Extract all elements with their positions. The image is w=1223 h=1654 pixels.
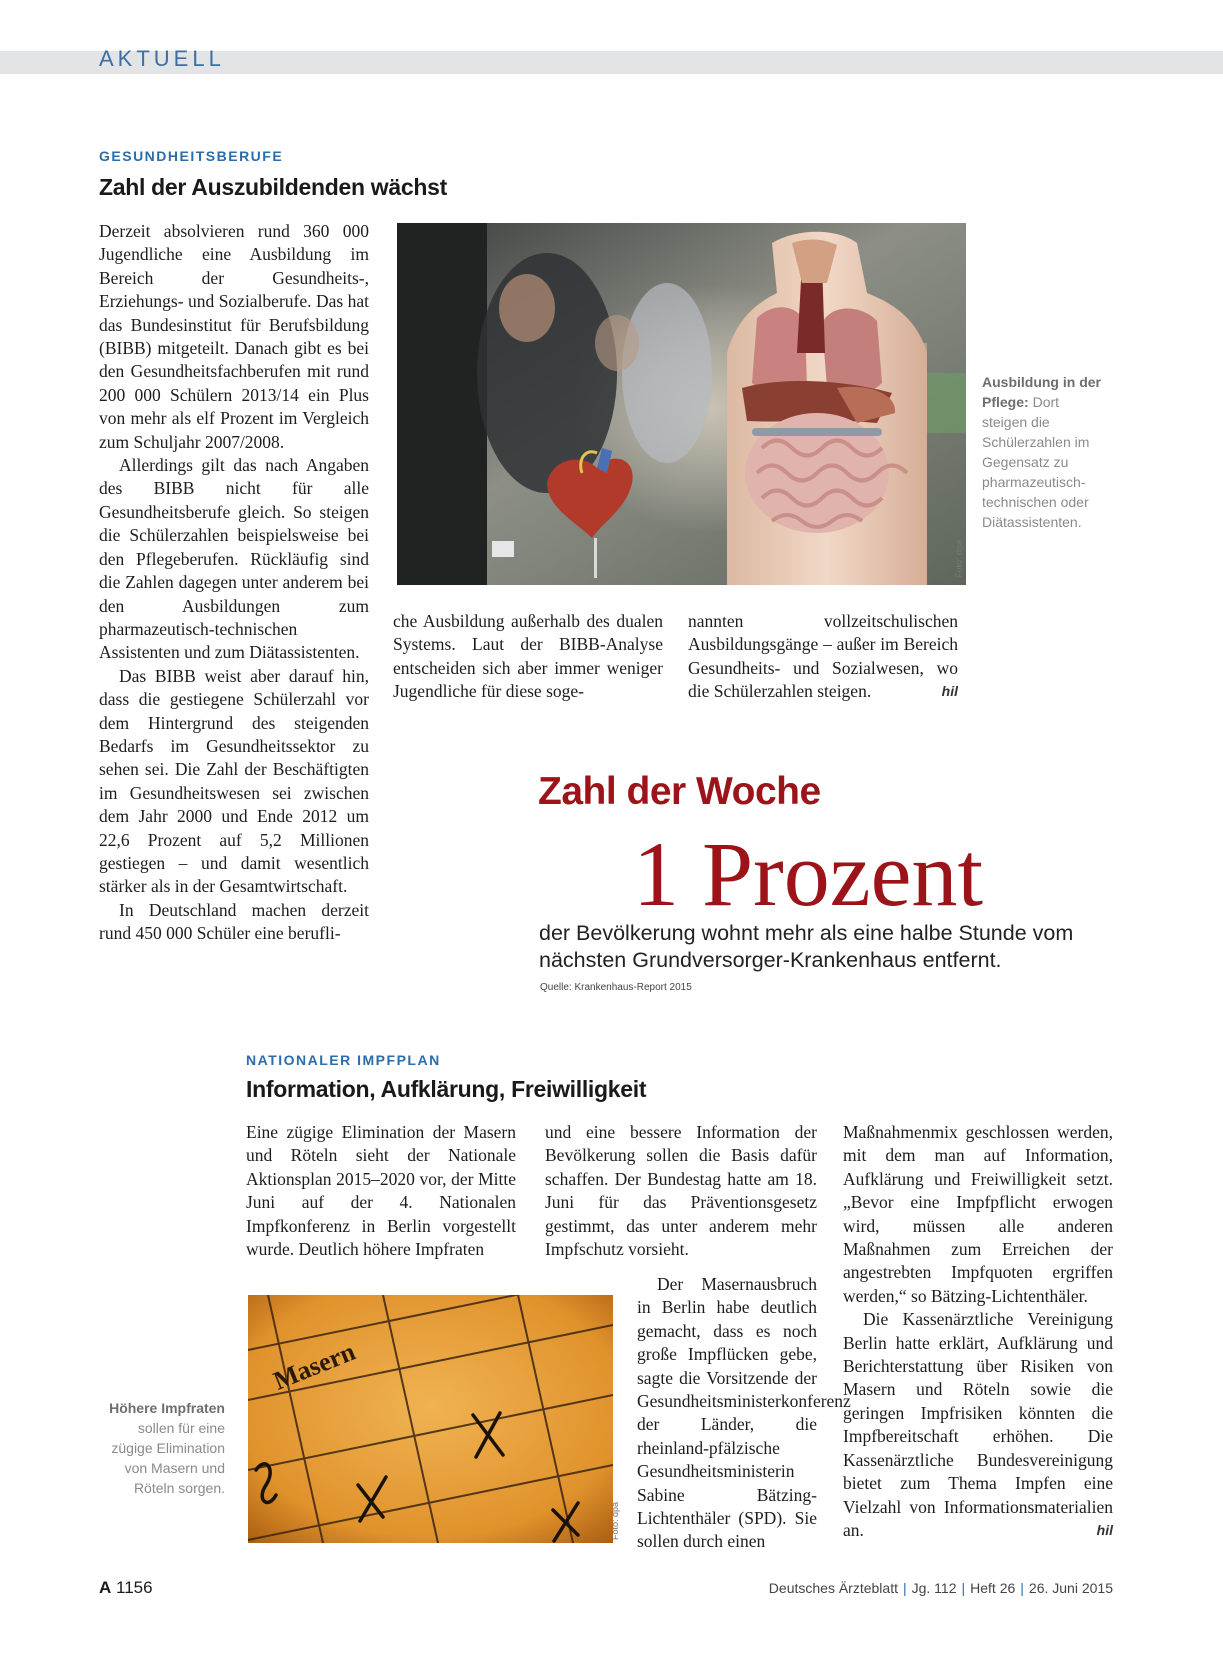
- article1-caption-bold: Ausbildung in der Pflege:: [982, 374, 1101, 410]
- article2-column-2-bottom: [637, 1273, 851, 1554]
- article2-signature: hil: [1096, 1521, 1113, 1538]
- article1-photo-credit: Foto: dpa: [954, 539, 964, 578]
- vaccination-card-label: Masern: [269, 1336, 360, 1396]
- article1-paragraph: Derzeit absolvieren rund 360 000 Jugendliche eine Ausbildung im Bereich der Gesundheits-, Erziehungs- und Sozialberufe. Das hat das Bundesinstitut für Berufsbildung (BIBB) mitgeteilt. Danach gibt es bei den Gesundheitsfachberufen mit rund 200 000 Schülern 2013/14 ein Plus von mehr als elf Prozent im Vergleich zum Schuljahr 2007/2008.: [99, 221, 369, 452]
- article2-paragraph: Eine zügige Elimination der Masern und Röteln sieht der Nationale Aktionsplan 2015–2020 vor, der Mitte Juni auf der 4. Nationalen Impfkonferenz in Berlin vorgestellt wurde. Deutlich höhere Impfraten: [246, 1122, 516, 1260]
- footer-journal: Deutsches Ärzteblatt: [768, 1580, 898, 1596]
- article1-caption: [982, 372, 1106, 532]
- article2-paragraph: Die Kassenärztliche Vereinigung Berlin hatte erklärt, Aufklärung und Berichterstattung über Risiken von Masern und Röteln sowie die geringen Impfrisiken könnten die Impfbereitschaft erhöhen. Die Kassenärztliche Bundesvereinigung bietet zum Thema Impfen eine Vielzahl von Informationsmaterialien an. hil: [843, 1308, 1113, 1542]
- anatomy-photo-illustration: [397, 223, 966, 585]
- anatomy-model-photo: [397, 223, 966, 585]
- zahl-der-woche-text: der Bevölkerung wohnt mehr als eine halbe Stunde vom nächsten Grundversorger-Krankenhaus entfernt.: [539, 921, 1074, 972]
- article1-caption-text: Dort steigen die Schülerzahlen im Gegensatz zu pharmazeutisch-technischen oder Diätassistenten.: [982, 394, 1090, 530]
- zahl-der-woche-number: 1 Prozent: [633, 823, 984, 925]
- article1-paragraph: che Ausbildung außerhalb des dualen Systems. Laut der BIBB-Analyse entscheiden sich aber immer weniger Jugendliche für diese soge-: [393, 611, 663, 702]
- article2-caption-text: sollen für eine zügige Elimination von Masern und Röteln sorgen.: [111, 1420, 225, 1496]
- footer-issue: Heft 26: [970, 1580, 1016, 1596]
- footer-volume: Jg. 112: [911, 1580, 957, 1596]
- article2-column-2-top: [545, 1121, 817, 1261]
- article1-paragraph: In Deutschland machen derzeit rund 450 000 Schüler eine berufli-: [99, 899, 369, 944]
- footer-journal-info: Deutsches Ärzteblatt | Jg. 112 | Heft 26 | 26. Juni 2015: [768, 1580, 1113, 1596]
- article2-kicker: NATIONALER IMPFPLAN: [246, 1052, 441, 1068]
- article2-caption-bold: Höhere Impfraten: [109, 1400, 225, 1416]
- footer-date: 26. Juni 2015: [1028, 1580, 1113, 1596]
- article1-paragraph: Allerdings gilt das nach Angaben des BIBB nicht für alle Gesundheitsberufe gleich. So steigen die Schülerzahlen beispielsweise bei den Pflegeberufen. Rückläufig sind die Zahlen dagegen unter anderem bei den Ausbildungen zum pharmazeutisch-technischen Assistenten und zum Diätassistenten.: [99, 455, 369, 663]
- article1-column-3: [688, 610, 958, 704]
- article1-signature: hil: [941, 683, 958, 700]
- vaccination-photo-illustration: [248, 1295, 613, 1543]
- article2-paragraph: Maßnahmenmix geschlossen werden, mit dem man auf Information, Aufklärung und Freiwilligkeit setzt. „Bevor eine Impfpflicht erwogen wird, müssen alle anderen Maßnahmen zum Erreichen der angestrebten Impfquoten ergriffen werden,“ so Bätzing-Lichtenthäler.: [843, 1122, 1113, 1306]
- section-label: AKTUELL: [99, 46, 225, 71]
- article2-headline: Information, Aufklärung, Freiwilligkeit: [246, 1076, 647, 1102]
- article1-column-2: [393, 610, 663, 704]
- vaccination-card-photo: [248, 1295, 613, 1543]
- zahl-der-woche-title: Zahl der Woche: [538, 770, 821, 813]
- article1-paragraph: nannten vollzeitschulischen Ausbildungsgänge – außer im Bereich Gesundheits- und Sozialwesen, wo die Schülerzahlen steigen. hil: [688, 610, 958, 704]
- article1-kicker: GESUNDHEITSBERUFE: [99, 148, 284, 164]
- page-number: [99, 1578, 153, 1598]
- page-number-value: 1156: [116, 1578, 153, 1597]
- article2-paragraph: und eine bessere Information der Bevölkerung sollen die Basis dafür schaffen. Der Bundestag hatte am 18. Juni für das Präventionsgesetz gestimmt, das unter anderem mehr Impfschutz vorsieht.: [545, 1122, 817, 1260]
- zahl-der-woche-source: Quelle: Krankenhaus-Report 2015: [540, 982, 692, 993]
- article2-column-3: [843, 1121, 1113, 1542]
- article2-caption: [97, 1398, 225, 1498]
- article2-column-1: [246, 1121, 516, 1261]
- article2-paragraph: Der Masernausbruch in Berlin habe deutlich gemacht, dass es noch große Impflücken gebe, sagte die Vorsitzende der Gesundheitsministerkonferenz der Länder, die rheinland-pfälzische Gesundheitsministerin Sabine Bätzing-Lichtenthäler (SPD). Sie sollen durch einen: [637, 1274, 851, 1552]
- article2-photo-credit: Foto: dpa: [610, 1501, 620, 1540]
- article1-headline: Zahl der Auszubildenden wächst: [99, 174, 447, 200]
- page-prefix: A: [99, 1578, 112, 1597]
- article1-paragraph: Das BIBB weist aber darauf hin, dass die gestiegene Schülerzahl vor dem Hintergrund des steigenden Bedarfs im Gesundheitssektor zu sehen sei. Die Zahl der Beschäftigten im Gesundheitswesen sei zwischen dem Jahr 2000 und Ende 2012 um 22,6 Prozent auf 5,2 Millionen gestiegen – und damit wesentlich stärker als in der Gesamtwirtschaft.: [99, 665, 369, 897]
- article1-column-1: [99, 220, 369, 946]
